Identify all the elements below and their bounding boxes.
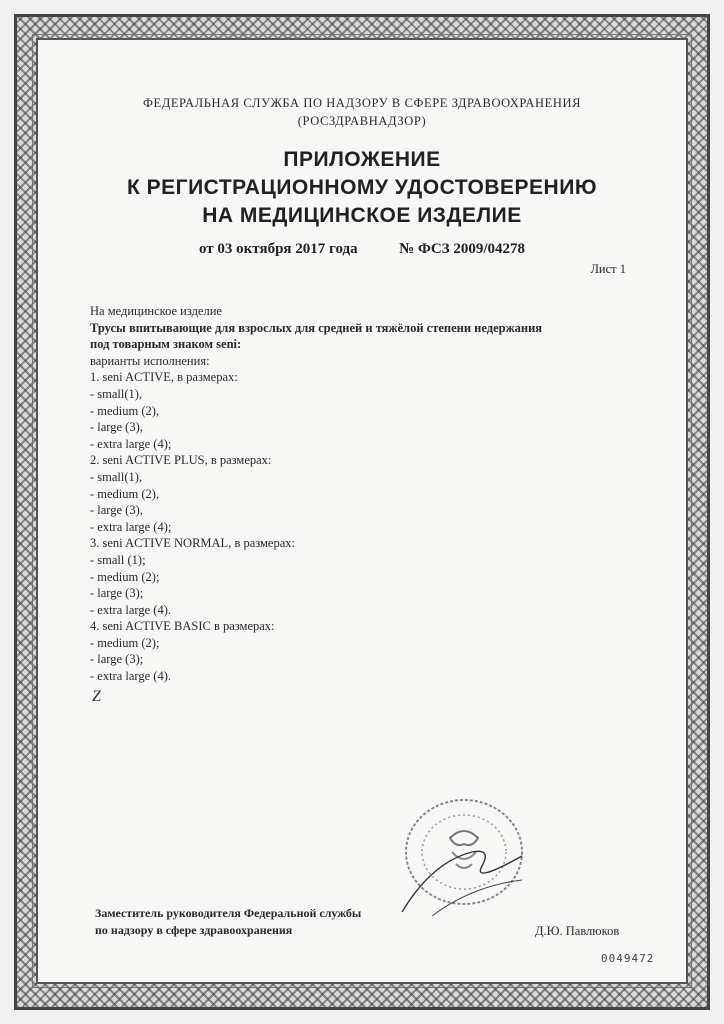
signer-name: Д.Ю. Павлюков bbox=[535, 924, 620, 938]
sheet-number: Лист 1 bbox=[590, 262, 626, 276]
variant-heading: 3. seni ACTIVE NORMAL, в размерах: bbox=[90, 536, 296, 551]
certificate-dateline bbox=[0, 241, 724, 258]
title-line-2: К РЕГИСТРАЦИОННОМУ УДОСТОВЕРЕНИЮ bbox=[127, 176, 597, 199]
variants-label: варианты исполнения: bbox=[90, 353, 210, 368]
size-item: - large (3), bbox=[90, 420, 143, 435]
variant-heading: 4. seni ACTIVE BASIC в размерах: bbox=[90, 619, 275, 634]
size-item: - extra large (4). bbox=[90, 669, 171, 684]
agency-header bbox=[56, 94, 668, 130]
signatory-title bbox=[95, 905, 361, 939]
variant-group-2 bbox=[90, 452, 630, 535]
variant-group-1 bbox=[90, 369, 630, 452]
size-item: - small (1); bbox=[90, 552, 146, 567]
size-item: - extra large (4); bbox=[90, 436, 172, 451]
size-item: - extra large (4). bbox=[90, 602, 171, 617]
document-title bbox=[56, 146, 668, 230]
certificate-number: № ФСЗ 2009/04278 bbox=[399, 241, 526, 257]
document-body bbox=[90, 303, 630, 685]
size-item: - medium (2), bbox=[90, 403, 160, 418]
signatory-line-1: Заместитель руководителя Федеральной службы bbox=[95, 906, 362, 920]
size-item: - small(1), bbox=[90, 469, 143, 484]
size-item: - large (3); bbox=[90, 586, 144, 601]
serial-number: 0049472 bbox=[601, 952, 655, 965]
size-item: - medium (2); bbox=[90, 635, 160, 650]
size-item: - small(1), bbox=[90, 386, 143, 401]
variant-heading: 2. seni ACTIVE PLUS, в размерах: bbox=[90, 453, 272, 468]
certificate-date: от 03 октября 2017 года bbox=[198, 241, 358, 257]
size-item: - medium (2); bbox=[90, 569, 160, 584]
size-item: - extra large (4); bbox=[90, 519, 172, 534]
size-item: - medium (2), bbox=[90, 486, 160, 501]
title-line-3: НА МЕДИЦИНСКОЕ ИЗДЕЛИЕ bbox=[202, 204, 522, 227]
variant-heading: 1. seni ACTIVE, в размерах: bbox=[90, 370, 238, 385]
signatory-line-2: по надзору в сфере здравоохранения bbox=[95, 923, 293, 937]
size-item: - large (3), bbox=[90, 503, 143, 518]
product-description-line-1: Трусы впитывающие для взрослых для средней и тяжёлой степени недержания bbox=[90, 320, 543, 335]
end-of-text-mark: Z bbox=[92, 688, 101, 705]
official-seal-stamp bbox=[392, 790, 532, 925]
product-description-line-2: под товарным знаком seni: bbox=[90, 337, 242, 352]
agency-abbreviation: (РОСЗДРАВНАДЗОР) bbox=[297, 114, 427, 128]
agency-name: ФЕДЕРАЛЬНАЯ СЛУЖБА ПО НАДЗОРУ В СФЕРЕ ЗДРАВООХРАНЕНИЯ bbox=[142, 96, 582, 110]
variant-group-4 bbox=[90, 618, 630, 684]
variant-group-3 bbox=[90, 535, 630, 618]
title-line-1: ПРИЛОЖЕНИЕ bbox=[283, 148, 441, 171]
intro-text: На медицинское изделие bbox=[90, 304, 222, 318]
size-item: - large (3); bbox=[90, 652, 144, 667]
